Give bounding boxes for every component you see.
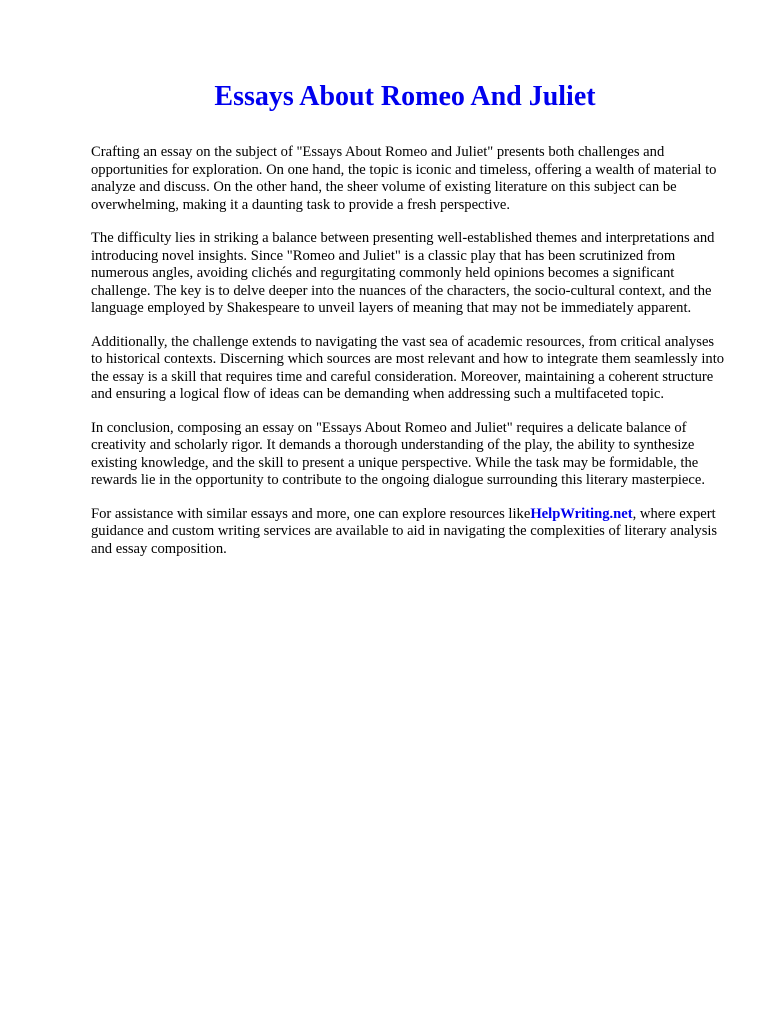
paragraph-difficulty: The difficulty lies in striking a balance between presenting well-established themes and interpretations and introducing novel insights. Since "Romeo and Juliet" is a classic play that has been scrutinized from numerous angles, avoiding clichés and regurgitating commonly held opinions becomes a significant challenge. The key is to delve deeper into the nuances of the characters, the socio-cultural context, and the language employed by Shakespeare to unveil layers of meaning that may not be immediately apparent. xyxy=(91,230,715,316)
paragraph-resources: Additionally, the challenge extends to navigating the vast sea of academic resources, from critical analyses to historical contexts. Discerning which sources are most relevant and how to integrate them seamlessly into the essay is a skill that requires time and careful consideration. Moreover, maintaining a coherent structure and ensuring a logical flow of ideas can be demanding when addressing such a multifaceted topic. xyxy=(91,333,725,402)
paragraph-conclusion: In conclusion, composing an essay on "Essays About Romeo and Juliet" requires a delicate balance of creativity and scholarly rigor. It demands a thorough understanding of the play, the ability to synthesize existing knowledge, and the skill to present a unique perspective. While the task may be formidable, the rewards lie in the opportunity to contribute to the ongoing dialogue surrounding this literary masterpiece. xyxy=(91,419,706,488)
paragraph-closing xyxy=(91,506,726,559)
helpwriting-link[interactable]: HelpWriting.net xyxy=(530,505,633,522)
document-title: Essays About Romeo And Juliet xyxy=(214,81,596,112)
paragraph-intro: Crafting an essay on the subject of "Essays About Romeo and Juliet" presents both challenges and opportunities for exploration. On one hand, the topic is iconic and timeless, offering a wealth of material to analyze and discuss. On the other hand, the sheer volume of existing literature on this subject can be overwhelming, making it a daunting task to provide a fresh perspective. xyxy=(91,144,717,213)
closing-text-after-link: , where expert guidance and custom writing services are available to aid in navigating the complexities of literary analysis and essay composition. xyxy=(91,505,718,557)
closing-text-before-link: For assistance with similar essays and more, one can explore resources like xyxy=(91,505,531,522)
